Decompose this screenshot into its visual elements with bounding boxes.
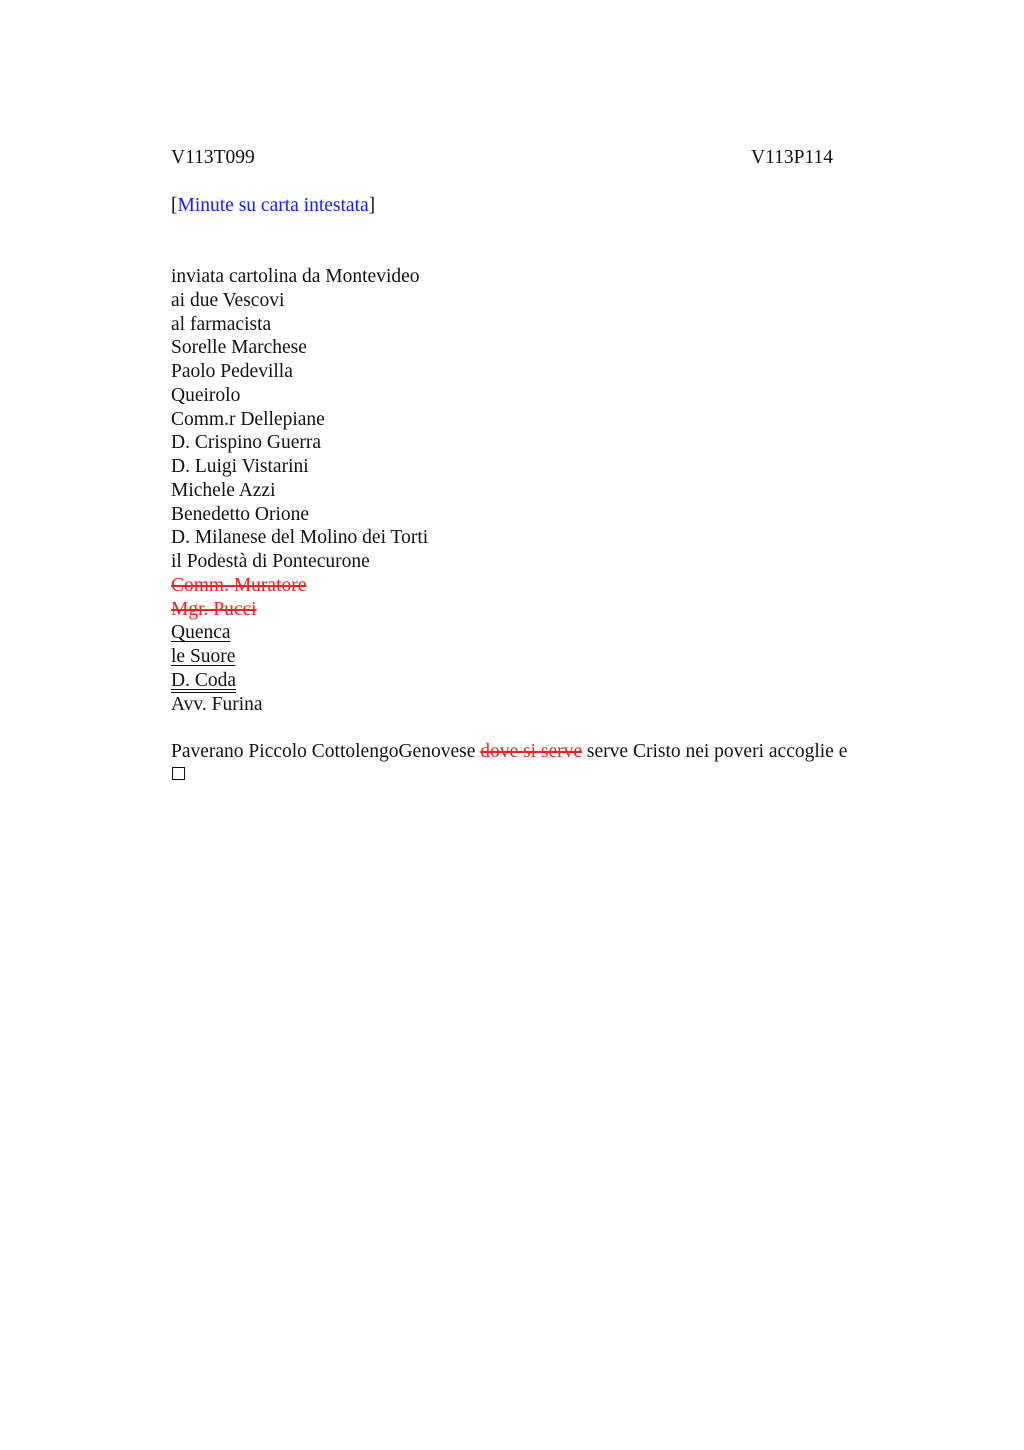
note-text: Minute su carta intestata (177, 195, 369, 216)
list-item (171, 431, 428, 455)
underlined-text: le Suore (171, 646, 236, 667)
list-item (171, 550, 428, 574)
list-item-text: D. Milanese del Molino dei Torti (171, 527, 429, 549)
list-item-text: il Podestà di Pontecurone (171, 551, 370, 572)
list-item (171, 693, 428, 717)
closing-paragraph (171, 740, 901, 764)
list-item (171, 265, 428, 289)
list-item (171, 313, 428, 337)
struck-text: Comm. Muratore (171, 574, 307, 596)
list-item-text: Paolo Pedevilla (171, 361, 293, 382)
list-item (171, 479, 428, 503)
paragraph-text-before: Paverano Piccolo CottolengoGenovese (171, 741, 481, 762)
list-item (171, 360, 428, 384)
list-item (171, 526, 428, 550)
list-item-text: Michele Azzi (171, 479, 276, 501)
struck-text: Mgr. Pucci (171, 598, 257, 620)
list-item (171, 384, 428, 408)
list-item-struck (171, 598, 428, 622)
document-code-left: V113T099 (171, 147, 255, 168)
note-open-bracket: [ (171, 195, 178, 216)
list-item (171, 455, 428, 479)
list-item-underlined (171, 645, 428, 669)
double-underlined-text: D. Coda (171, 669, 236, 691)
list-item-text: D. Crispino Guerra (171, 432, 322, 454)
empty-square-icon (172, 767, 185, 780)
list-item (171, 336, 428, 360)
recipient-list (171, 265, 428, 716)
list-item-text: Queirolo (171, 384, 241, 406)
list-item-struck (171, 574, 428, 598)
list-item-text: Benedetto Orione (171, 503, 310, 525)
list-item-text: al farmacista (171, 313, 272, 335)
list-item (171, 408, 428, 432)
list-item-underlined (171, 621, 428, 645)
editorial-note (171, 194, 375, 218)
list-item-text: Comm.r Dellepiane (171, 408, 325, 430)
underlined-text: Quenca (171, 622, 231, 644)
list-item-text: Sorelle Marchese (171, 337, 307, 359)
note-close-bracket: ] (368, 195, 376, 216)
list-item (171, 503, 428, 527)
list-item-text: Avv. Furina (171, 693, 263, 715)
list-item-double-underlined (171, 669, 428, 693)
list-item-text: inviata cartolina da Montevideo (171, 266, 420, 287)
document-code-right: V113P114 (751, 147, 833, 168)
list-item-text: D. Luigi Vistarini (171, 456, 309, 477)
paragraph-text-after: serve Cristo nei poveri accoglie e (582, 741, 848, 762)
paragraph-struck-text: dove si serve (480, 741, 583, 762)
list-item-text: ai due Vescovi (171, 289, 285, 311)
list-item (171, 289, 428, 313)
